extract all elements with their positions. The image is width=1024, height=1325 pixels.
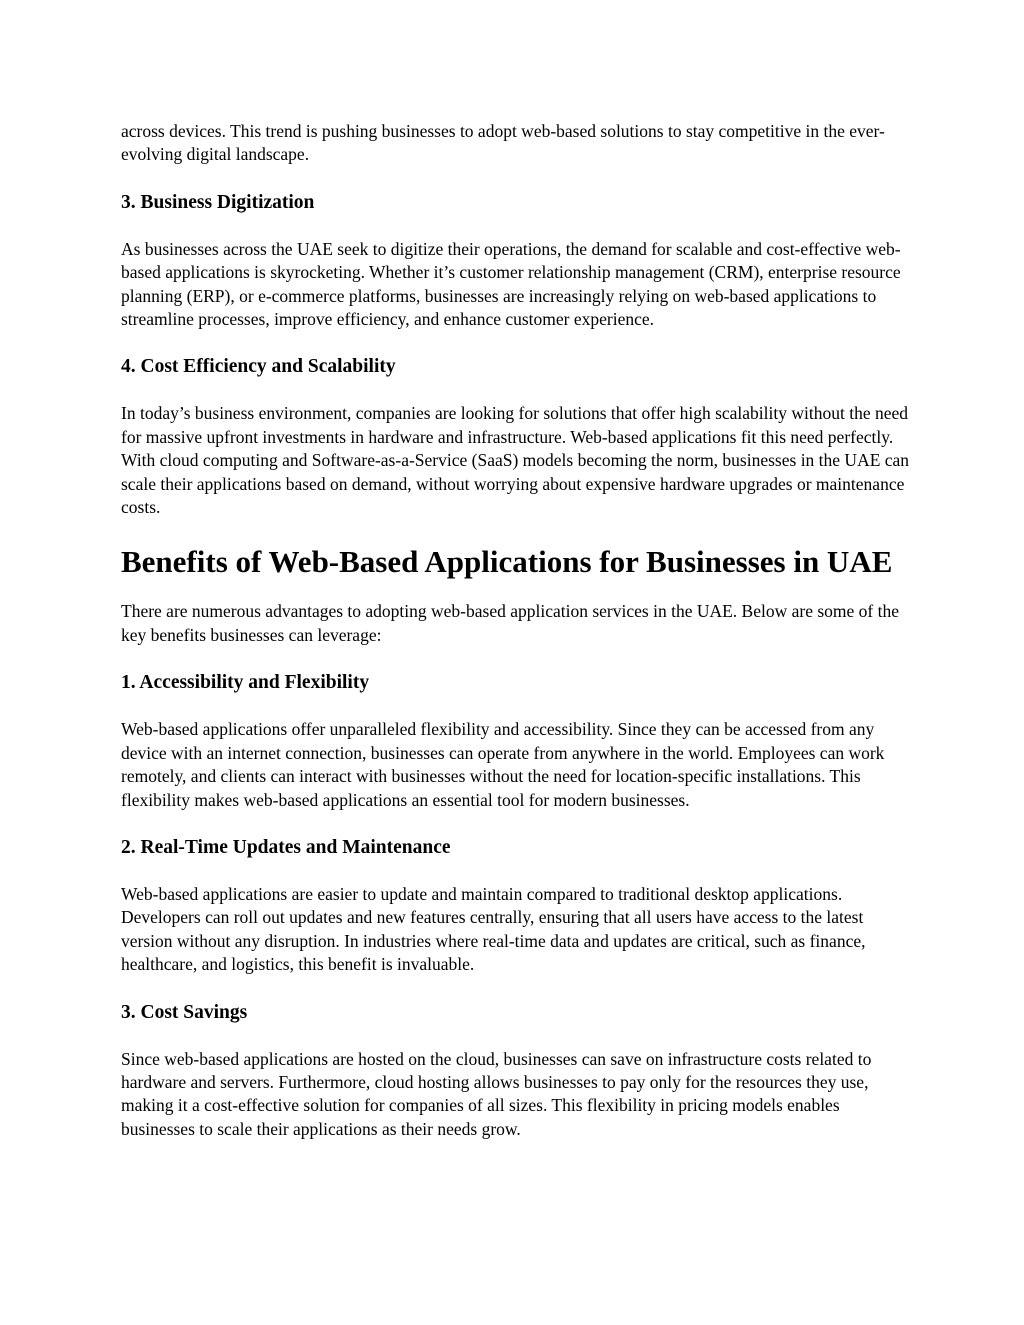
section-heading-business-digitization: 3. Business Digitization <box>121 191 315 213</box>
section-body-business-digitization: As businesses across the UAE seek to digitize their operations, the demand for scalable and cost-effective web-based applications is skyrocketing. Whether it’s customer relationship management (CRM), enterprise resource planning (ERP), or e-commerce platforms, businesses are increasingly relying on web-based applications to streamline processes, improve efficiency, and enhance customer experience. <box>121 238 901 330</box>
benefit-body-cost-savings: Since web-based applications are hosted on the cloud, businesses can save on infrastructure costs related to hardware and servers. Furthermore, cloud hosting allows businesses to pay only for the resources they use, making it a cost-effective solution for companies of all sizes. This flexibility in pricing models enables businesses to scale their applications as their needs grow. <box>121 1048 872 1139</box>
intro-paragraph: across devices. This trend is pushing businesses to adopt web-based solutions to stay competitive in the ever-evolving digital landscape. <box>121 121 885 165</box>
benefit-heading-accessibility: 1. Accessibility and Flexibility <box>121 672 370 694</box>
section-heading-cost-efficiency: 4. Cost Efficiency and Scalability <box>121 356 396 378</box>
section-body-cost-efficiency: In today’s business environment, companies are looking for solutions that offer high scalability without the need for massive upfront investments in hardware and infrastructure. Web-based applications fit this need perfectly. With cloud computing and Software-as-a-Service (SaaS) models becoming the norm, businesses in the UAE can scale their applications based on demand, without worrying about expensive hardware upgrades or maintenance costs. <box>121 403 910 518</box>
benefit-heading-cost-savings: 3. Cost Savings <box>121 1001 248 1023</box>
benefit-body-accessibility: Web-based applications offer unparalleled flexibility and accessibility. Since they can be accessed from any device with an internet connection, businesses can operate from anywhere in the world. Employees can work remotely, and clients can interact with businesses without the need for location-specific installations. This flexibility makes web-based applications an essential tool for modern businesses. <box>121 719 885 810</box>
benefits-title: Benefits of Web-Based Applications for Businesses in UAE <box>121 544 893 580</box>
benefits-intro: There are numerous advantages to adopting web-based application services in the UAE. Below are some of the key benefits businesses can leverage: <box>121 601 899 645</box>
document-page <box>121 120 911 1141</box>
benefit-heading-real-time-updates: 2. Real-Time Updates and Maintenance <box>121 836 451 858</box>
benefit-body-real-time-updates: Web-based applications are easier to update and maintain compared to traditional desktop applications. Developers can roll out updates and new features centrally, ensuring that all users have access to the latest version without any disruption. In industries where real-time data and updates are critical, such as finance, healthcare, and logistics, this benefit is invaluable. <box>121 883 866 975</box>
